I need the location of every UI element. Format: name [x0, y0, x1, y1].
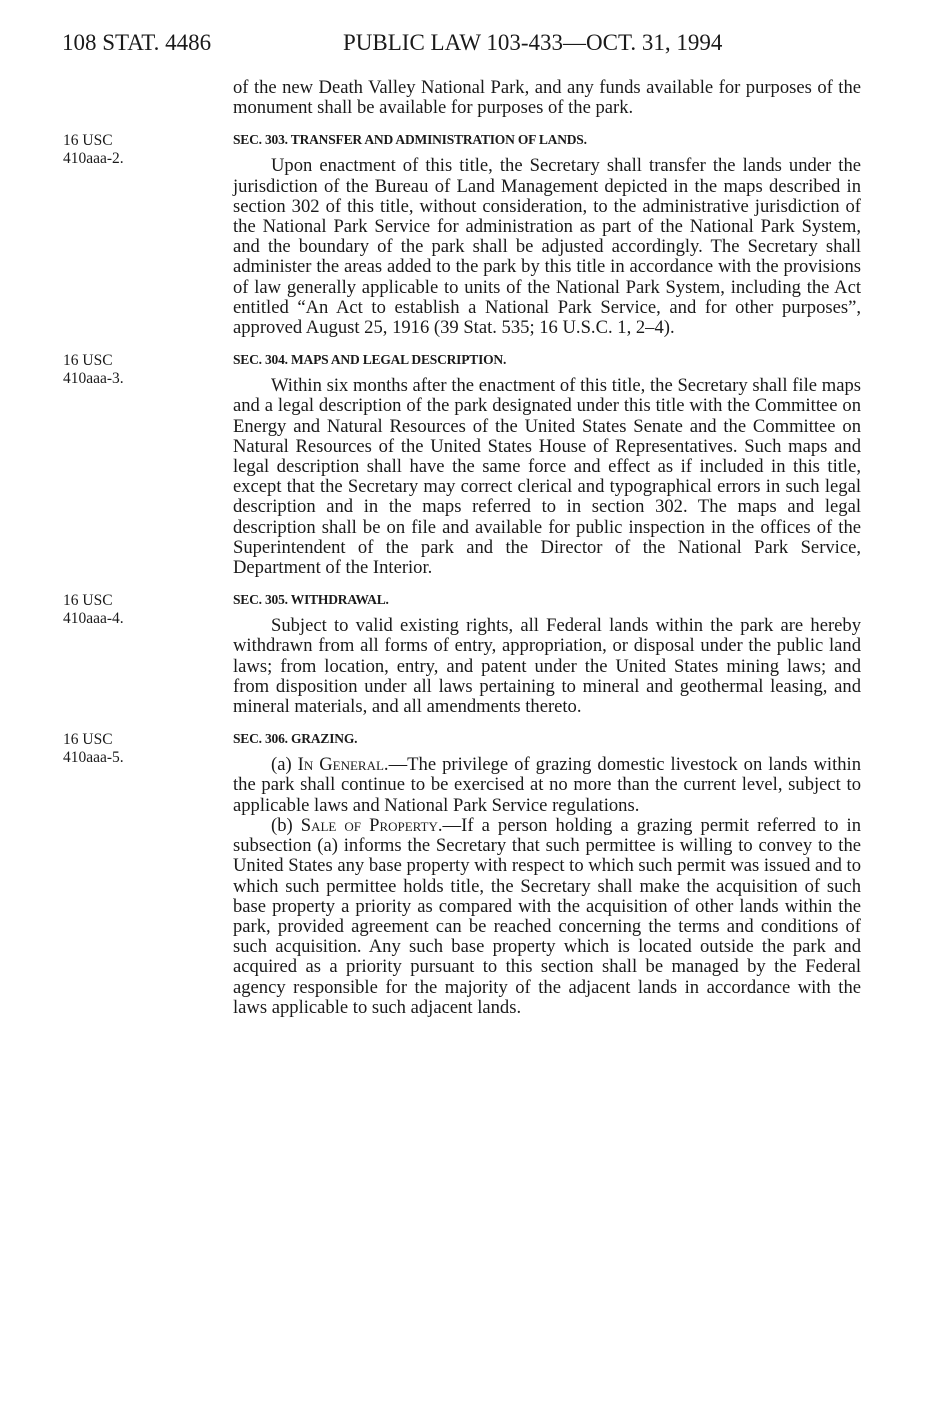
margin-citation-title: 16 USC [63, 352, 113, 370]
margin-citation-number: 410aaa-3. [63, 370, 124, 388]
margin-citation-306 [63, 731, 173, 767]
section-306 [63, 731, 862, 1018]
section-304 [63, 352, 861, 579]
margin-citation-title: 16 USC [63, 731, 113, 749]
subsection-a [233, 755, 861, 816]
document-body [63, 77, 862, 1018]
section-body: Within six months after the enactment of this title, the Secretary shall file maps and a legal description of the park designated under this title with the Committee on Energy and Natural Resources of the United States Senate and the Committee on Natural Resources of the United States House of Representatives. Such maps and legal description shall have the same force and effect as if included in this title, except that the Secretary may correct clerical and typographical errors in such legal description and in the maps referred to in section 302. The maps and legal description shall be on file and available for public inspection in the offices of the Superintendent of the park and the Director of the National Park Service, Department of the Interior. [233, 375, 861, 579]
subsection-label: (b) [271, 814, 293, 836]
subsection-text: —The privilege of grazing domestic livestock on lands within the park shall continue to be exercised at no more than the current level, subject to applicable laws and National Park Service regulations. [233, 754, 862, 816]
subsection-label: (a) [271, 754, 292, 776]
margin-citation-305 [63, 592, 173, 628]
subsection-caption: Sale of Property. [300, 814, 443, 836]
intro-paragraph: of the new Death Valley National Park, and any funds available for purposes of the monument shall be available for purposes of the park. [233, 77, 861, 119]
margin-citation-title: 16 USC [63, 592, 113, 610]
margin-citation-number: 410aaa-5. [63, 749, 124, 767]
margin-citation-number: 410aaa-4. [63, 610, 124, 628]
subsection-caption: In General. [297, 754, 389, 776]
section-heading: SEC. 304. MAPS AND LEGAL DESCRIPTION. [233, 352, 507, 368]
section-body: Subject to valid existing rights, all Federal lands within the park are hereby withdrawn from all forms of entry, appropriation, or disposal under the public land laws; from location, entry, and patent under the United States mining laws; and from disposition under all laws pertaining to mineral and geothermal leasing, and mineral materials, and all amendments thereto. [233, 615, 861, 718]
section-305 [63, 592, 861, 718]
section-heading: SEC. 305. WITHDRAWAL. [233, 592, 389, 608]
margin-citation-304 [63, 352, 173, 388]
subsection-text: —If a person holding a grazing permit referred to in subsection (a) informs the Secretary that such permittee is willing to convey to the United States any base property with respect to which such permit was issued and to which such permittee holds title, the Secretary shall make the acquisition of such base property a priority as compared with the acquisition of other lands within the park, provided agreement can be reached concerning the terms and conditions of such acquisition. Any such base property which is located outside the park and acquired as a priority pursuant to this section shall be managed by the Federal agency responsible for the majority of the adjacent lands in accordance with the laws applicable to such adjacent lands. [233, 814, 861, 1018]
margin-citation-title: 16 USC [63, 132, 113, 150]
public-law-title: PUBLIC LAW 103-433—OCT. 31, 1994 [343, 30, 723, 55]
margin-citation-303 [63, 132, 173, 168]
section-303 [63, 132, 861, 339]
subsection-b [233, 816, 861, 1018]
page-header [62, 30, 862, 60]
margin-citation-number: 410aaa-2. [63, 150, 124, 168]
section-heading: SEC. 306. GRAZING. [233, 731, 358, 747]
section-body: Upon enactment of this title, the Secretary shall transfer the lands under the jurisdiction of the Bureau of Land Management depicted in the maps described in section 302 of this title, without consideration, to the administrative jurisdiction of the National Park Service for administration as part of the National Park System, and the boundary of the park shall be adjusted accordingly. The Secretary shall administer the areas added to the park by this title in accordance with the provisions of law generally applicable to units of the National Park System, including the Act entitled “An Act to establish a National Park Service, and for other purposes”, approved August 25, 1916 (39 Stat. 535; 16 U.S.C. 1, 2–4). [233, 155, 861, 339]
section-heading: SEC. 303. TRANSFER AND ADMINISTRATION OF LANDS. [233, 132, 587, 148]
statute-page-number: 108 STAT. 4486 [62, 30, 212, 55]
